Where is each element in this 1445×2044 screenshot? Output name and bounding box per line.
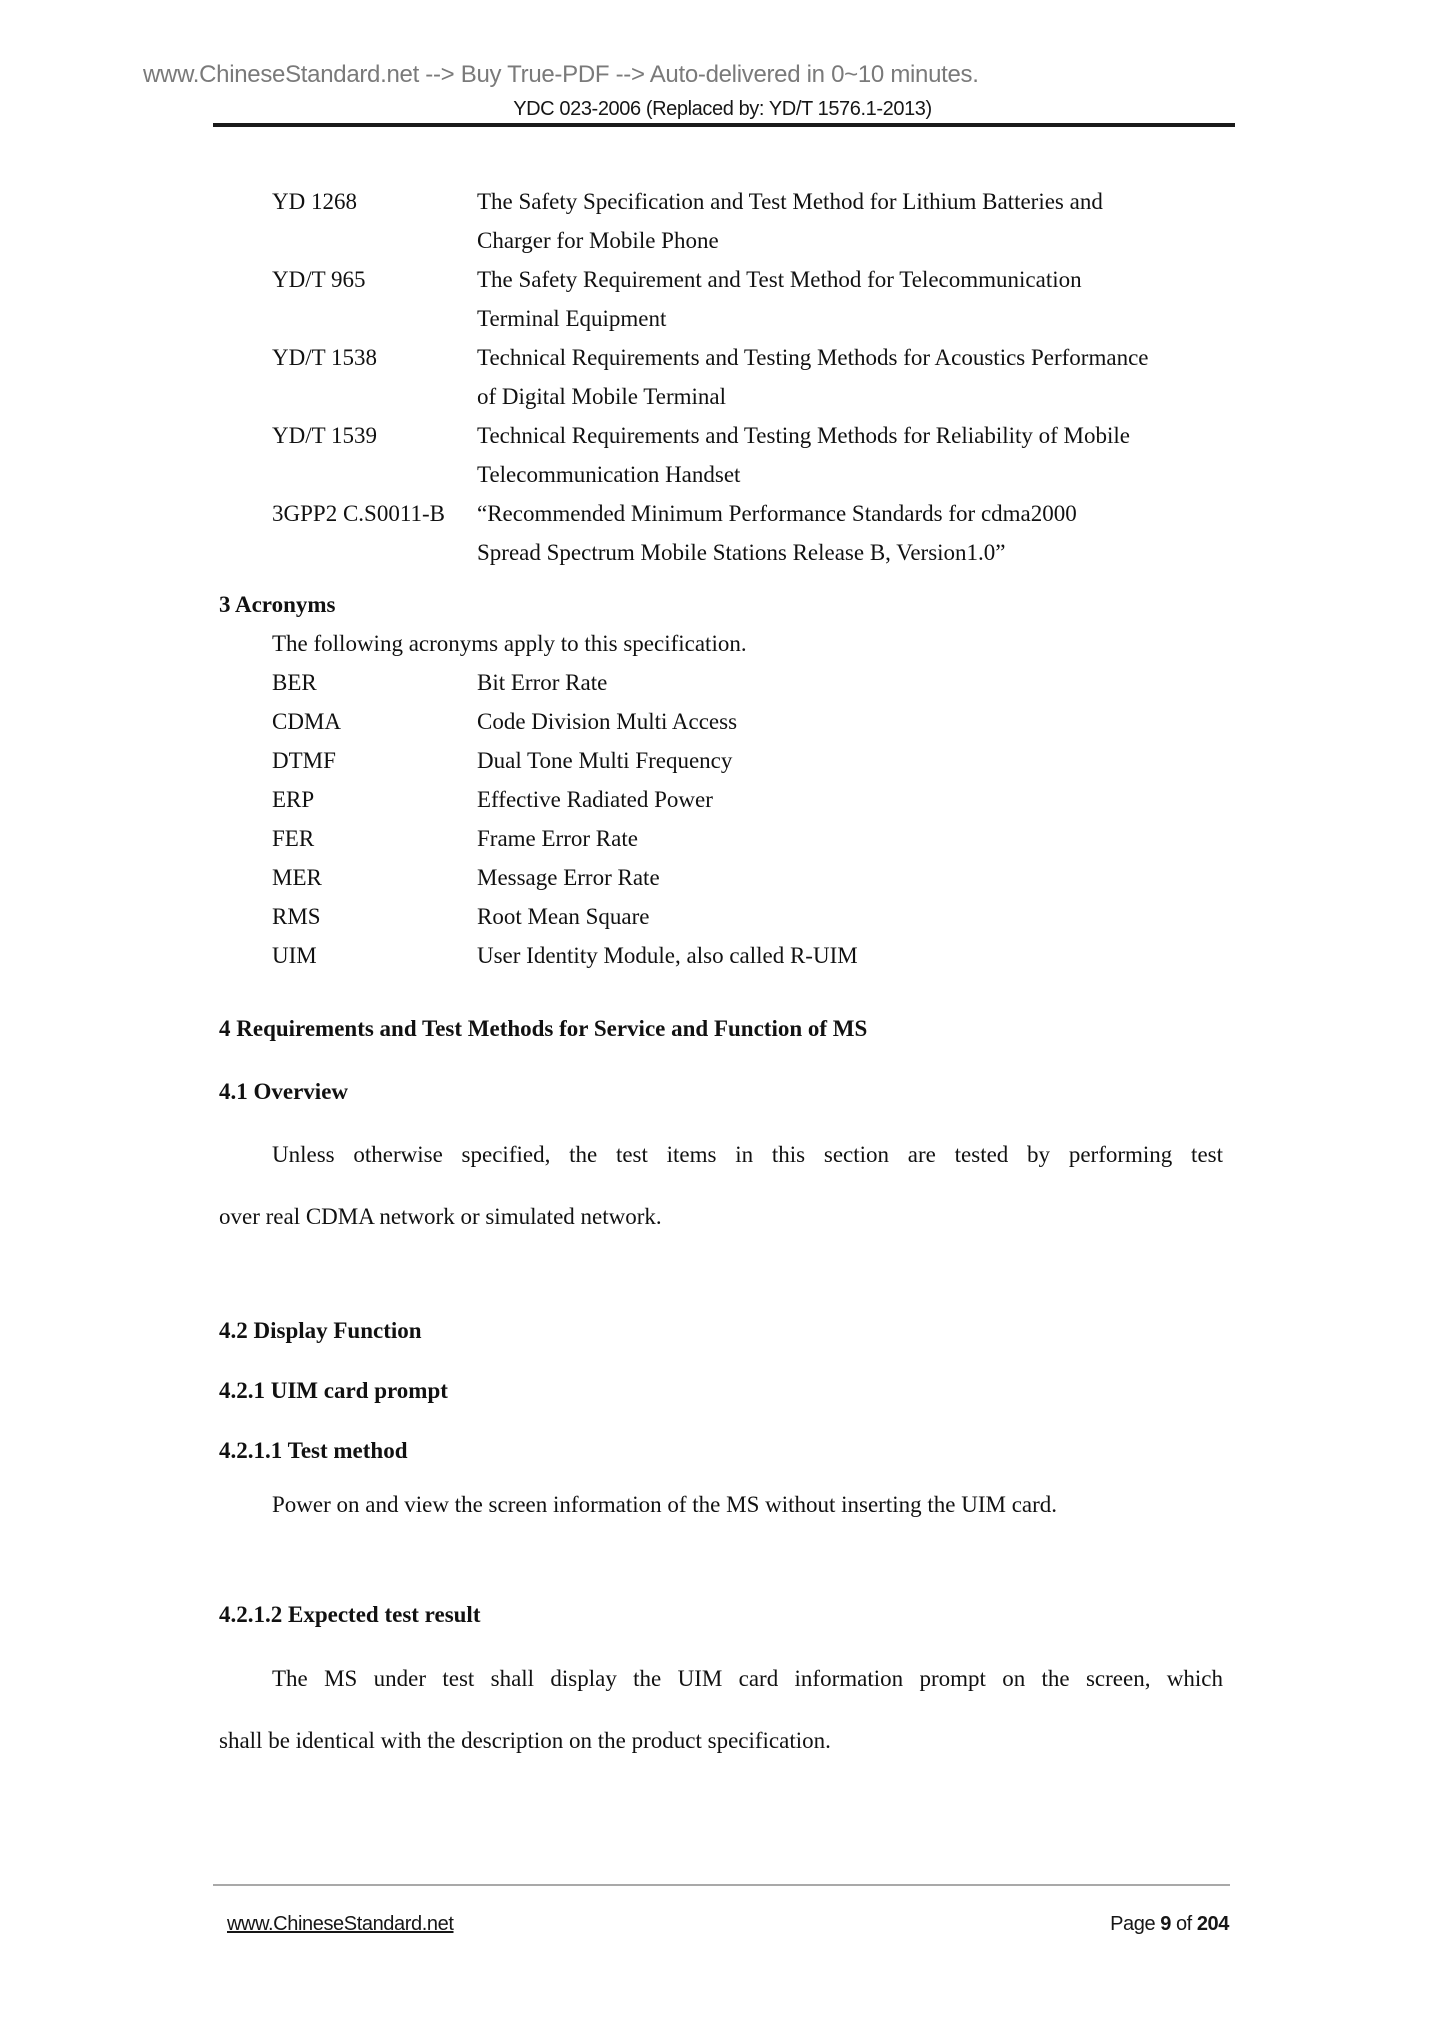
- acronyms-list: [219, 663, 1223, 975]
- acronym-abbr: FER: [272, 826, 315, 851]
- footer: [219, 1911, 1229, 1937]
- acronym-abbr-row: [219, 936, 1223, 975]
- reference-code: YD/T 1538: [272, 345, 377, 370]
- acronym-abbr-row: [219, 858, 1223, 897]
- acronym-meaning: Code Division Multi Access: [477, 709, 738, 734]
- section-4-2-heading: 4.2 Display Function: [219, 1318, 422, 1343]
- acronym-abbr: CDMA: [272, 709, 342, 734]
- acronym-abbr: UIM: [272, 943, 317, 968]
- expected-line-1: The MS under test shall display the UIM card information prompt on the screen, which: [272, 1666, 1223, 1691]
- acronym-meaning: Root Mean Square: [477, 904, 650, 929]
- page-total: 204: [1196, 1913, 1229, 1935]
- reference-title-line: Technical Requirements and Testing Methods for Reliability of Mobile: [477, 423, 1130, 448]
- reference-title-line: Telecommunication Handset: [477, 462, 741, 487]
- acronym-abbr-row: [219, 702, 1223, 741]
- header-rule: [213, 123, 1235, 127]
- reference-title-line: The Safety Requirement and Test Method for Telecommunication: [477, 267, 1082, 292]
- reference-code-row: [219, 260, 1223, 338]
- overview-line-1: Unless otherwise specified, the test items in this section are tested by performing test: [272, 1142, 1223, 1167]
- reference-code: 3GPP2 C.S0011-B: [272, 501, 445, 526]
- section-4-heading: 4 Requirements and Test Methods for Service and Function of MS: [219, 1016, 868, 1041]
- reference-title-line: “Recommended Minimum Performance Standards for cdma2000: [477, 501, 1077, 526]
- acronym-meaning: Effective Radiated Power: [477, 787, 713, 812]
- test-method-paragraph: [219, 1474, 1223, 1536]
- acronym-abbr: MER: [272, 865, 322, 890]
- reference-title-line: Charger for Mobile Phone: [477, 228, 719, 253]
- acronym-abbr-row: [219, 819, 1223, 858]
- acronym-abbr: ERP: [272, 787, 315, 812]
- acronym-abbr-row: [219, 897, 1223, 936]
- of-word: of: [1175, 1913, 1192, 1935]
- footer-site-link[interactable]: www.ChineseStandard.net: [227, 1913, 454, 1935]
- reference-code: YD/T 965: [272, 267, 366, 292]
- acronym-abbr: RMS: [272, 904, 321, 929]
- test-method-text: Power on and view the screen information of the MS without inserting the UIM card.: [272, 1492, 1058, 1517]
- reference-code-row: [219, 338, 1223, 416]
- reference-code-row: [219, 182, 1223, 260]
- reference-title-line: Spread Spectrum Mobile Stations Release B, Version1.0”: [477, 540, 1006, 565]
- section-4-2-1-2-heading: 4.2.1.2 Expected test result: [219, 1602, 481, 1627]
- header-promo-text: www.ChineseStandard.net --> Buy True-PDF --> Auto-delivered in 0~10 minutes.: [143, 61, 979, 88]
- acronym-abbr-row: [219, 780, 1223, 819]
- footer-rule: [213, 1884, 1230, 1886]
- acronym-meaning: User Identity Module, also called R-UIM: [477, 943, 858, 968]
- reference-code: YD 1268: [272, 189, 357, 214]
- page-word: Page: [1110, 1913, 1156, 1935]
- reference-code-row: [219, 494, 1223, 572]
- overview-line-2: over real CDMA network or simulated network.: [219, 1204, 662, 1229]
- reference-title-line: Terminal Equipment: [477, 306, 667, 331]
- overview-paragraph: [219, 1124, 1223, 1248]
- acronyms-heading: 3 Acronyms: [219, 592, 336, 617]
- acronym-abbr-row: [219, 663, 1223, 702]
- acronyms-intro: The following acronyms apply to this specification.: [272, 631, 747, 656]
- acronym-abbr: BER: [272, 670, 317, 695]
- references-list: [219, 182, 1223, 572]
- reference-title-line: Technical Requirements and Testing Methods for Acoustics Performance: [477, 345, 1149, 370]
- page-indicator: [1110, 1911, 1229, 1937]
- expected-line-2: shall be identical with the description on the product specification.: [219, 1728, 831, 1753]
- acronym-abbr: DTMF: [272, 748, 336, 773]
- expected-result-paragraph: [219, 1648, 1223, 1772]
- reference-code-row: [219, 416, 1223, 494]
- reference-title-line: of Digital Mobile Terminal: [477, 384, 727, 409]
- document-id-header: YDC 023-2006 (Replaced by: YD/T 1576.1-2013): [513, 98, 932, 120]
- reference-title-line: The Safety Specification and Test Method for Lithium Batteries and: [477, 189, 1103, 214]
- page-number: 9: [1160, 1913, 1171, 1935]
- reference-code: YD/T 1539: [272, 423, 377, 448]
- section-4-2-1-1-heading: 4.2.1.1 Test method: [219, 1438, 408, 1463]
- section-4-1-heading: 4.1 Overview: [219, 1079, 349, 1104]
- section-4-2-1-heading: 4.2.1 UIM card prompt: [219, 1378, 448, 1403]
- acronym-meaning: Dual Tone Multi Frequency: [477, 748, 733, 773]
- acronym-meaning: Frame Error Rate: [477, 826, 638, 851]
- acronym-meaning: Message Error Rate: [477, 865, 660, 890]
- acronym-meaning: Bit Error Rate: [477, 670, 608, 695]
- acronym-abbr-row: [219, 741, 1223, 780]
